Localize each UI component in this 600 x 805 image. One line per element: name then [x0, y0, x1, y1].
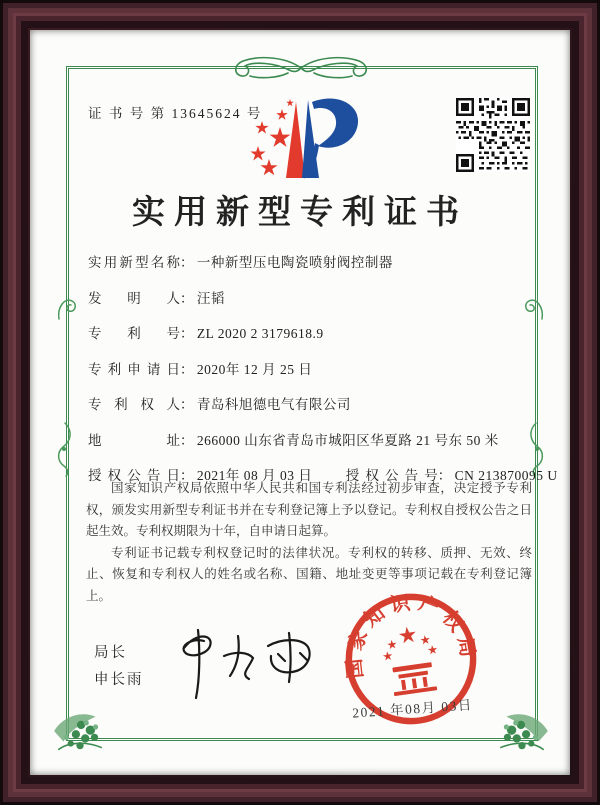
cnipa-patent-logo-icon [238, 90, 368, 186]
qr-code-icon [456, 98, 530, 172]
field-value: 汪韬 [196, 290, 225, 306]
side-curl-flourish-icon [55, 294, 77, 322]
side-scurl-flourish-icon [55, 420, 75, 478]
field-label: 专利权人 [88, 397, 180, 412]
field-value: CN 213870095 U [454, 468, 558, 483]
field-value: 2020年 12 月 25 日 [196, 361, 313, 377]
certificate-number: 证 书 号 第 13645624 号 [88, 106, 263, 121]
field-inventor: 发明人： 汪韬 [88, 288, 540, 309]
certificate-fields [88, 252, 558, 501]
legal-text [86, 478, 532, 607]
officer-block [94, 646, 144, 699]
field-label: 授权公告号 [345, 468, 438, 483]
field-patent-number: 专利号： ZL 2020 2 3179618.9 [88, 323, 540, 344]
field-value: 一种新型压电陶瓷喷射阀控制器 [196, 255, 393, 270]
field-patentee: 专利权人： 青岛科旭德电气有限公司 [88, 394, 540, 415]
field-grant-row: 授权公告日： 2021年 08 月 03 日 授权公告号： CN 213870095 U [88, 465, 540, 486]
legal-paragraph-1: 国家知识产权局依照中华人民共和国专利法经过初步审查，决定授予专利权，颁发实用新型专利证书并在专利登记簿上予以登记。专利权自授权公告之日起生效。专利权期限为十年，自申请日起算。 [86, 481, 532, 538]
scroll-flourish-icon [226, 52, 376, 84]
field-utility-model-name: 实用新型名称： 一种新型压电陶瓷喷射阀控制器 [88, 252, 540, 273]
seal-ring-text: 国家知识产权局 [342, 591, 480, 680]
field-address: 地址： 266000 山东省青岛市城阳区华夏路 21 号东 50 米 [88, 430, 540, 451]
field-label: 实用新型名称 [88, 255, 180, 270]
field-filing-date: 专利申请日： 2020年 12 月 25 日 [88, 359, 540, 380]
field-value: 2021年 08 月 03 日 [196, 468, 313, 483]
officer-name: 申长雨 [94, 671, 144, 688]
field-label: 发明人 [88, 290, 180, 306]
seal-date: 2021 年08月 03日 [351, 697, 474, 721]
field-label: 授权公告日 [88, 468, 180, 483]
field-value: 266000 山东省青岛市城阳区华夏路 21 号东 50 米 [196, 432, 499, 448]
field-label: 地址 [88, 432, 180, 448]
certificate-title: 实用新型专利证书 [132, 195, 468, 231]
legal-paragraph-2: 专利证书记载专利权登记时的法律状况。专利权的转移、质押、无效、终止、恢复和专利权人的姓名或名称、国籍、地址变更等事项记载在专利登记簿上。 [86, 545, 532, 603]
officer-title: 局长 [94, 645, 127, 661]
field-value: ZL 2020 2 3179618.9 [196, 326, 324, 341]
handwritten-signature-icon [158, 624, 333, 704]
field-label: 专利号 [88, 326, 180, 341]
floral-corner-flourish-icon [50, 698, 108, 756]
field-value: 青岛科旭德电气有限公司 [196, 397, 351, 412]
field-label: 专利申请日 [88, 361, 180, 377]
